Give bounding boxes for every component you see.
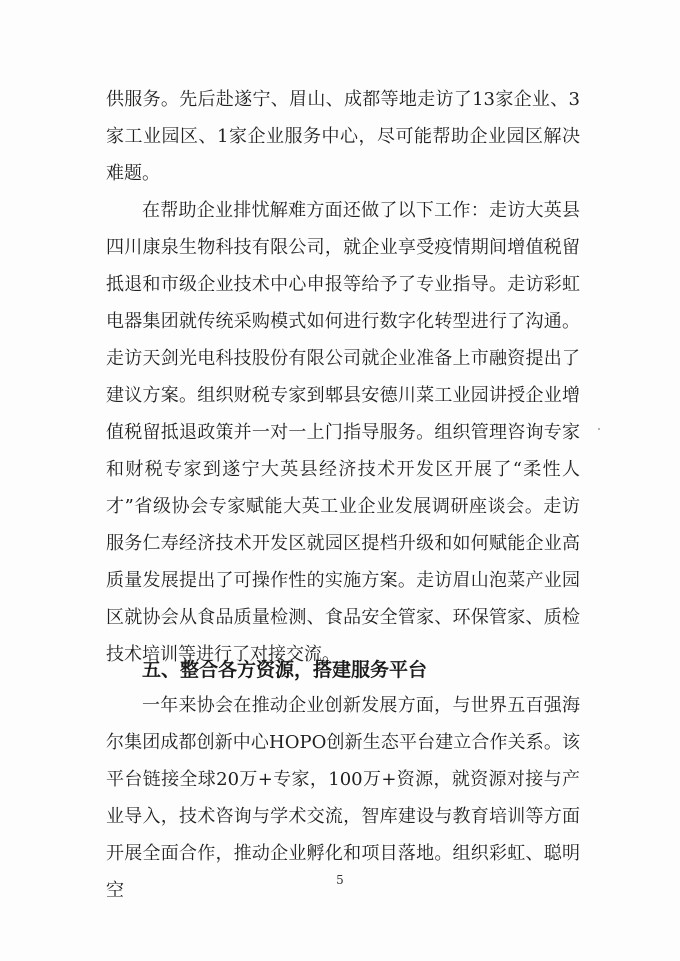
page-number: 5 xyxy=(336,873,344,887)
paragraph-resource-integration: 一年来协会在推动企业创新发展方面，与世界五百强海尔集团成都创新中心HOPO创新生态平台建立合作关系。该平台链接全球20万+专家，100万+资源，就资源对接与产业导入，技术咨询与学术交流，智库建设与教育培训等方面开展全面合作，推动企业孵化和项目落地。组织彩虹、聪明空 xyxy=(106,695,580,901)
paragraph-troubleshooting-work: 在帮助企业排忧解难方面还做了以下工作：走访大英县四川康泉生物科技有限公司，就企业享受疫情期间增值税留抵退和市级企业技术中心申报等给予了专业指导。走访彩虹电器集团就传统采购模式如何进行数字化转型进行了沟通。走访天剑光电科技股份有限公司就企业准备上市融资提出了建议方案。组织财税专家到郫县安德川菜工业园讲授企业增值税留抵退政策并一对一上门指导服务。组织管理咨询专家和财税专家到遂宁大英县经济技术开发区开展了“柔性人才”省级协会专家赋能大英工业企业发展调研座谈会。走访服务仁寿经济技术开发区就园区提档升级和如何赋能企业高质量发展提出了可操作性的实施方案。走访眉山泡菜产业园区就协会从食品质量检测、食品安全管家、环保管家、质检技术培训等进行了对接交流。 xyxy=(106,200,580,665)
scan-speck-mark xyxy=(598,428,600,430)
paragraph-continuation: 供服务。先后赴遂宁、眉山、成都等地走访了13家企业、3家工业园区、1家企业服务中心，尽可能帮助企业园区解决难题。 xyxy=(106,89,580,184)
section-heading: 五、整合各方资源，搭建服务平台 xyxy=(142,659,428,681)
